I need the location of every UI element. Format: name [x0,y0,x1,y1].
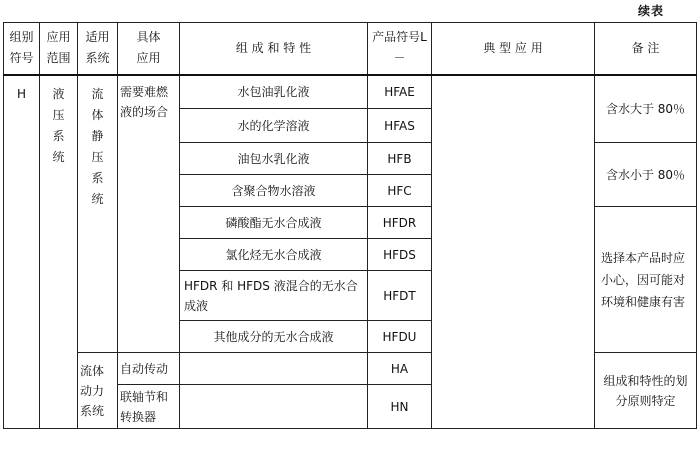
composition-cell: 油包水乳化液 [180,143,368,175]
scope-cell: 液压系统 [40,75,78,429]
composition-cell: 水的化学溶液 [180,109,368,143]
composition-cell: 磷酸酯无水合成液 [180,207,368,239]
remark-caution: 选择本产品时应小心，因可能对环境和健康有害 [595,207,697,353]
composition-cell: HFDR 和 HFDS 液混合的无水合成液 [180,271,368,321]
composition-cell: 其他成分的无水合成液 [180,321,368,353]
header-composition: 组 成 和 特 性 [180,23,368,75]
product-symbol-cell: HFB [368,143,432,175]
product-symbol-cell: HFAS [368,109,432,143]
system-hydrostatic-cell: 流体静压系统 [78,75,118,353]
lubricant-classification-table [3,22,697,429]
typical-application-cell [432,75,595,429]
product-symbol-cell: HFAE [368,75,432,109]
composition-cell [180,385,368,429]
composition-cell [180,353,368,385]
system-hydrodynamic-cell: 流体动力系统 [78,353,118,429]
table-row [4,75,697,109]
remark-special-rule: 组成和特性的划分原则特定 [595,353,697,429]
composition-cell: 含聚合物水溶液 [180,175,368,207]
product-symbol-cell: HFDT [368,271,432,321]
composition-cell: 氯化烃无水合成液 [180,239,368,271]
remark-water-over-80: 含水大于 80％ [595,75,697,143]
specific-application-auto-transmission: 自动传动 [118,353,180,385]
product-symbol-cell: HFDU [368,321,432,353]
product-symbol-cell: HN [368,385,432,429]
header-system: 适用系统 [78,23,118,75]
header-row [4,23,697,75]
product-symbol-cell: HA [368,353,432,385]
header-specific-application: 具体应用 [118,23,180,75]
specific-application-fire-resistant: 需要难燃液的场合 [118,75,180,353]
product-symbol-cell: HFDS [368,239,432,271]
product-symbol-cell: HFDR [368,207,432,239]
composition-cell: 水包油乳化液 [180,75,368,109]
group-symbol-cell: H [4,75,40,429]
specific-application-coupling-converter: 联轴节和转换器 [118,385,180,429]
product-symbol-cell: HFC [368,175,432,207]
header-remarks: 备 注 [595,23,697,75]
header-typical-application: 典 型 应 用 [432,23,595,75]
header-product-symbol: 产品符号L－ [368,23,432,75]
remark-water-under-80: 含水小于 80％ [595,143,697,207]
header-group-symbol: 组别符号 [4,23,40,75]
continued-label: 续表 [638,4,665,18]
header-scope: 应用范围 [40,23,78,75]
